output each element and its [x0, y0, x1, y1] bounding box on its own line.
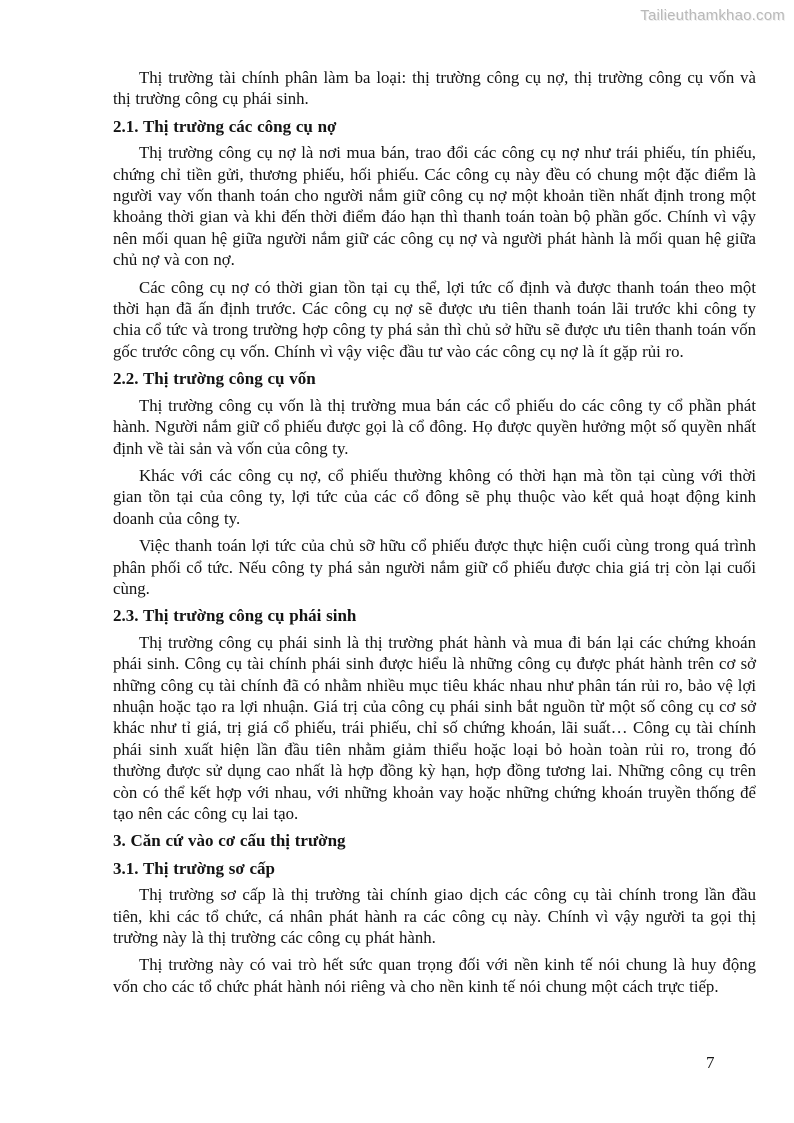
section-heading-3: 3. Căn cứ vào cơ cấu thị trường [113, 831, 346, 851]
page-number: 7 [706, 1053, 715, 1072]
document-body [113, 67, 756, 1003]
paragraph-derivatives-market: Thị trường công cụ phái sinh là thị trường phát hành và mua đi bán lại các chứng khoán phái sinh. Công cụ tài chính phái sinh được hiểu là những công cụ được phát hành trên cơ sở những công cụ tài chính đã có nhằm nhiều mục tiêu khác nhau như phân tán rủi ro, bảo vệ lợi nhuận hoặc tạo ra lợi nhuận. Giá trị của công cụ phái sinh bắt nguồn từ một số công cụ cơ sở khác như tỉ giá, trị giá cổ phiếu, trái phiếu, chỉ số chứng khoán, lãi suất… Công cụ tài chính phái sinh xuất hiện lần đầu tiên nhằm giảm thiểu hoặc loại bỏ hoàn toàn rủi ro, trong đó thường được sử dụng cao nhất là hợp đồng kỳ hạn, hợp đồng tương lai. Những công cụ trên còn có thể kết hợp với nhau, với những khoản vay hoặc những chứng khoán truyền thống để tạo nên các công cụ lai tạo. [113, 632, 756, 823]
section-heading-3-1: 3.1. Thị trường sơ cấp [113, 858, 276, 878]
section-heading-2-3: 2.3. Thị trường công cụ phái sinh [113, 606, 357, 626]
paragraph-equity-market-definition: Thị trường công cụ vốn là thị trường mua bán các cổ phiếu do các công ty cổ phần phát hành. Người nắm giữ cổ phiếu được gọi là cổ đông. Họ được quyền hưởng một số quyền nhất định về tài sản và vốn của công ty. [113, 395, 756, 458]
section-heading-2-1: 2.1. Thị trường các công cụ nợ [113, 116, 337, 136]
paragraph-equity-vs-debt: Khác với các công cụ nợ, cổ phiếu thường không có thời hạn mà tồn tại cùng với thời gian tồn tại của công ty, lợi tức của các cổ đông sẽ phụ thuộc vào kết quả hoạt động kinh doanh của công ty. [113, 465, 756, 528]
watermark-text: Tailieuthamkhao.com [640, 7, 785, 24]
intro-paragraph: Thị trường tài chính phân làm ba loại: thị trường công cụ nợ, thị trường công cụ vốn và thị trường công cụ phái sinh. [113, 68, 756, 109]
paragraph-primary-market-role: Thị trường này có vai trò hết sức quan trọng đối với nền kinh tế nói chung là huy động vốn cho các tổ chức phát hành nói riêng và cho nền kinh tế nói chung một cách trực tiếp. [113, 955, 756, 996]
paragraph-primary-market-definition: Thị trường sơ cấp là thị trường tài chính giao dịch các công cụ tài chính trong lần đầu tiên, khi các tổ chức, cá nhân phát hành ra các công cụ này. Chính vì vậy người ta gọi thị trường này là thị trường các công cụ phát hành. [113, 885, 756, 948]
paragraph-debt-market-definition: Thị trường công cụ nợ là nơi mua bán, trao đổi các công cụ nợ như trái phiếu, tín phiếu, chứng chỉ tiền gửi, thương phiếu, hối phiếu. Các công cụ này đều có chung một đặc điểm là người vay vốn thanh toán cho người nắm giữ công cụ nợ một khoản tiền nhất định trong một khoảng thời gian và khi đến thời điểm đáo hạn thì thanh toán toàn bộ phần gốc. Chính vì vậy nên mối quan hệ giữa người nắm giữ các công cụ nợ và người phát hành là mối quan hệ giữa chủ nợ và con nợ. [113, 143, 756, 270]
paragraph-debt-instruments-traits: Các công cụ nợ có thời gian tồn tại cụ thể, lợi tức cố định và được thanh toán theo một thời hạn đã ấn định trước. Các công cụ nợ sẽ được ưu tiên thanh toán lãi trước khi công ty chia cổ tức và trong trường hợp công ty phá sản thì chủ sở hữu sẽ được ưu tiên thanh toán vốn gốc trước công cụ vốn. Chính vì vậy việc đầu tư vào các công cụ nợ là ít gặp rủi ro. [113, 277, 756, 361]
paragraph-dividend-payment: Việc thanh toán lợi tức của chủ sỡ hữu cổ phiếu được thực hiện cuối cùng trong quá trình phân phối cổ tức. Nếu công ty phá sản người nắm giữ cổ phiếu được chia giá trị còn lại cuối cùng. [113, 536, 756, 598]
section-heading-2-2: 2.2. Thị trường công cụ vốn [113, 369, 316, 389]
